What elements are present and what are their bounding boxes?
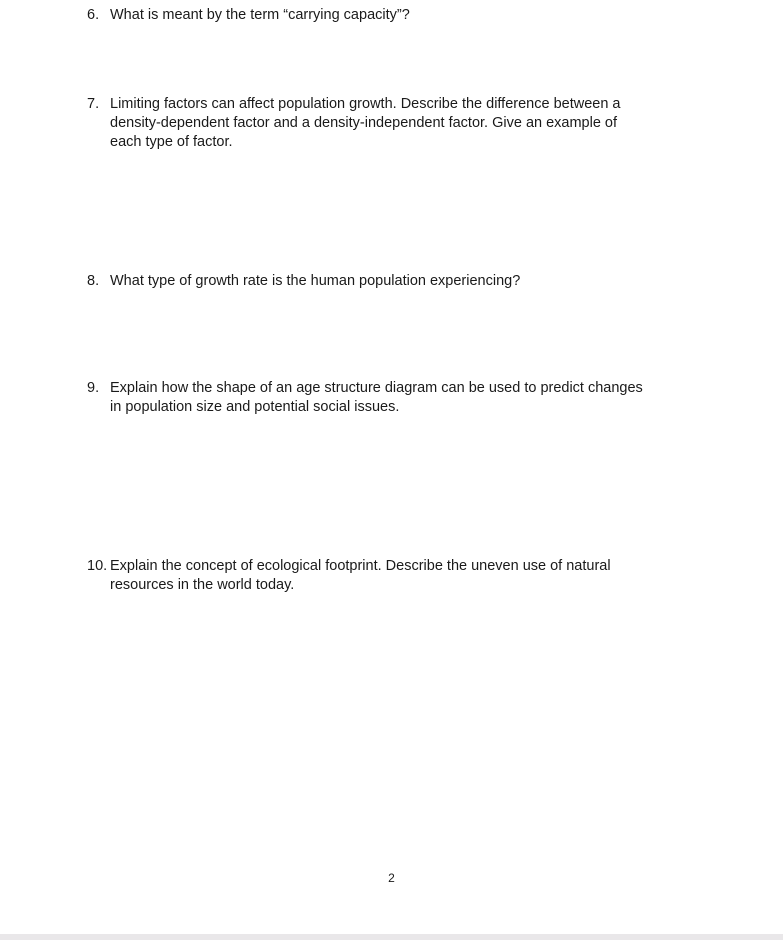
question-text: Explain how the shape of an age structure diagram can be used to predict changes in population size and potential social issues.: [110, 380, 643, 415]
question-7: [87, 95, 697, 152]
page-number: 2: [388, 871, 395, 885]
question-text: Explain the concept of ecological footprint. Describe the uneven use of natural resources in the world today.: [110, 558, 611, 593]
question-number: 6.: [87, 7, 100, 23]
question-9: [87, 379, 697, 417]
question-number: 7.: [87, 96, 100, 112]
question-8: [87, 272, 697, 291]
question-text: What is meant by the term “carrying capacity”?: [110, 7, 410, 23]
question-text: Limiting factors can affect population growth. Describe the difference between a density-dependent factor and a density-independent factor. Give an example of each type of factor.: [110, 96, 621, 150]
question-number: 10.: [87, 558, 108, 574]
page-bottom-edge: [0, 934, 783, 940]
question-text: What type of growth rate is the human population experiencing?: [110, 273, 521, 289]
question-number: 9.: [87, 380, 100, 396]
question-10: [87, 557, 697, 595]
question-6: [87, 6, 697, 25]
question-number: 8.: [87, 273, 100, 289]
